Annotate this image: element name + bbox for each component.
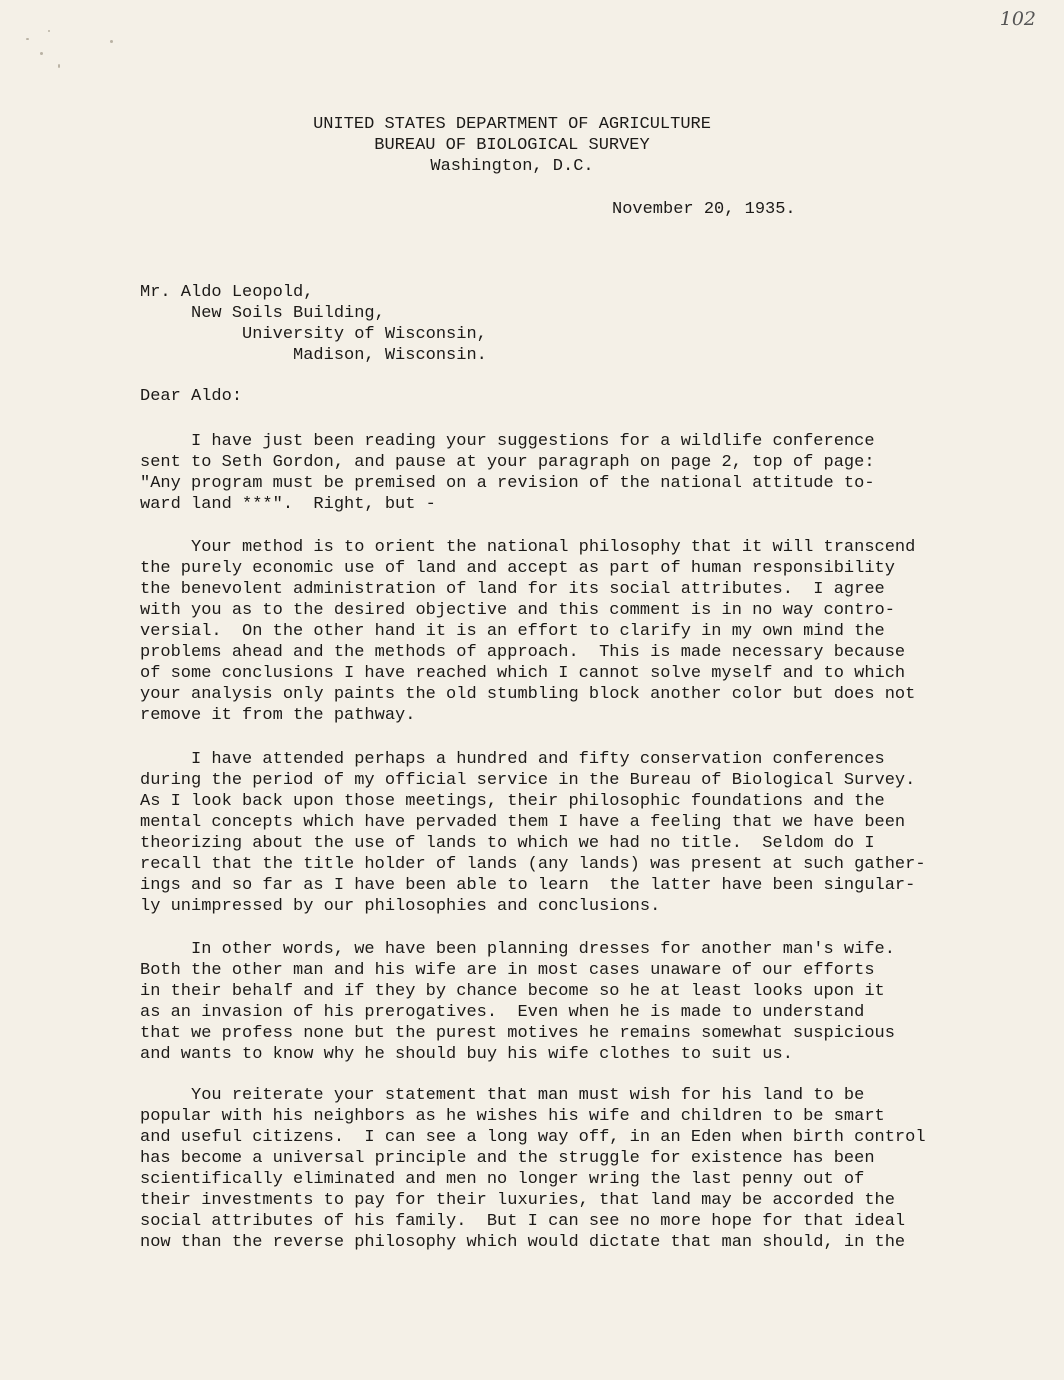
text-line: their investments to pay for their luxuries, that land may be accorded the (140, 1191, 895, 1210)
paper-speck (110, 40, 113, 43)
address-line: Mr. Aldo Leopold, (140, 283, 314, 302)
paragraph-4 (140, 939, 960, 1065)
text-line: of some conclusions I have reached which I cannot solve myself and to which (140, 664, 906, 683)
page-number-mark: 102 (999, 8, 1036, 30)
text-line: as an invasion of his prerogatives. Even when he is made to understand (140, 1003, 865, 1022)
text-line: In other words, we have been planning dresses for another man's wife. (140, 940, 895, 959)
text-line: remove it from the pathway. (140, 706, 416, 725)
text-line: versial. On the other hand it is an effort to clarify in my own mind the (140, 622, 885, 641)
text-line: with you as to the desired objective and this comment is in no way contro- (140, 601, 895, 620)
letterhead-city: Washington, D.C. (430, 157, 594, 176)
paper-speck (48, 30, 50, 32)
salutation: Dear Aldo: (140, 387, 243, 406)
text-line: that we profess none but the purest motives he remains somewhat suspicious (140, 1024, 895, 1043)
paper-speck (26, 38, 29, 40)
text-line: your analysis only paints the old stumbling block another color but does not (140, 685, 916, 704)
text-line: You reiterate your statement that man must wish for his land to be (140, 1086, 865, 1105)
text-line: ly unimpressed by our philosophies and conclusions. (140, 897, 661, 916)
text-line: ward land ***". Right, but - (140, 495, 436, 514)
text-line: mental concepts which have pervaded them I have a feeling that we have been (140, 813, 906, 832)
text-line: in their behalf and if they by chance become so he at least looks upon it (140, 982, 885, 1001)
text-line: Your method is to orient the national philosophy that it will transcend (140, 538, 916, 557)
text-line: popular with his neighbors as he wishes his wife and children to be smart (140, 1107, 885, 1126)
text-line: the benevolent administration of land for its social attributes. I agree (140, 580, 885, 599)
letterhead-department: UNITED STATES DEPARTMENT OF AGRICULTURE (313, 115, 711, 134)
text-line: the purely economic use of land and accept as part of human responsibility (140, 559, 895, 578)
letter-date: November 20, 1935. (612, 200, 796, 219)
paragraph-2 (140, 537, 960, 726)
paragraph-1 (140, 431, 960, 515)
paragraph-5 (140, 1085, 960, 1253)
address-line: Madison, Wisconsin. (140, 346, 487, 365)
text-line: "Any program must be premised on a revision of the national attitude to- (140, 474, 875, 493)
text-line: I have just been reading your suggestions for a wildlife conference (140, 432, 875, 451)
recipient-address (140, 282, 487, 366)
text-line: scientifically eliminated and men no longer wring the last penny out of (140, 1170, 865, 1189)
text-line: theorizing about the use of lands to which we had no title. Seldom do I (140, 834, 875, 853)
text-line: problems ahead and the methods of approach. This is made necessary because (140, 643, 906, 662)
text-line: has become a universal principle and the struggle for existence has been (140, 1149, 875, 1168)
paper-speck (58, 64, 60, 68)
letterhead-bureau: BUREAU OF BIOLOGICAL SURVEY (374, 136, 650, 155)
paper-speck (40, 52, 43, 55)
address-line: New Soils Building, (140, 304, 385, 323)
text-line: now than the reverse philosophy which would dictate that man should, in the (140, 1233, 906, 1252)
text-line: sent to Seth Gordon, and pause at your paragraph on page 2, top of page: (140, 453, 875, 472)
text-line: social attributes of his family. But I can see no more hope for that ideal (140, 1212, 906, 1231)
text-line: and useful citizens. I can see a long way off, in an Eden when birth control (140, 1128, 926, 1147)
text-line: during the period of my official service in the Bureau of Biological Survey. (140, 771, 916, 790)
text-line: recall that the title holder of lands (any lands) was present at such gather- (140, 855, 926, 874)
paragraph-3 (140, 749, 960, 917)
text-line: Both the other man and his wife are in most cases unaware of our efforts (140, 961, 875, 980)
text-line: I have attended perhaps a hundred and fifty conservation conferences (140, 750, 885, 769)
text-line: As I look back upon those meetings, their philosophic foundations and the (140, 792, 885, 811)
letterhead (0, 114, 1024, 177)
text-line: ings and so far as I have been able to learn the latter have been singular- (140, 876, 916, 895)
address-line: University of Wisconsin, (140, 325, 487, 344)
text-line: and wants to know why he should buy his wife clothes to suit us. (140, 1045, 793, 1064)
